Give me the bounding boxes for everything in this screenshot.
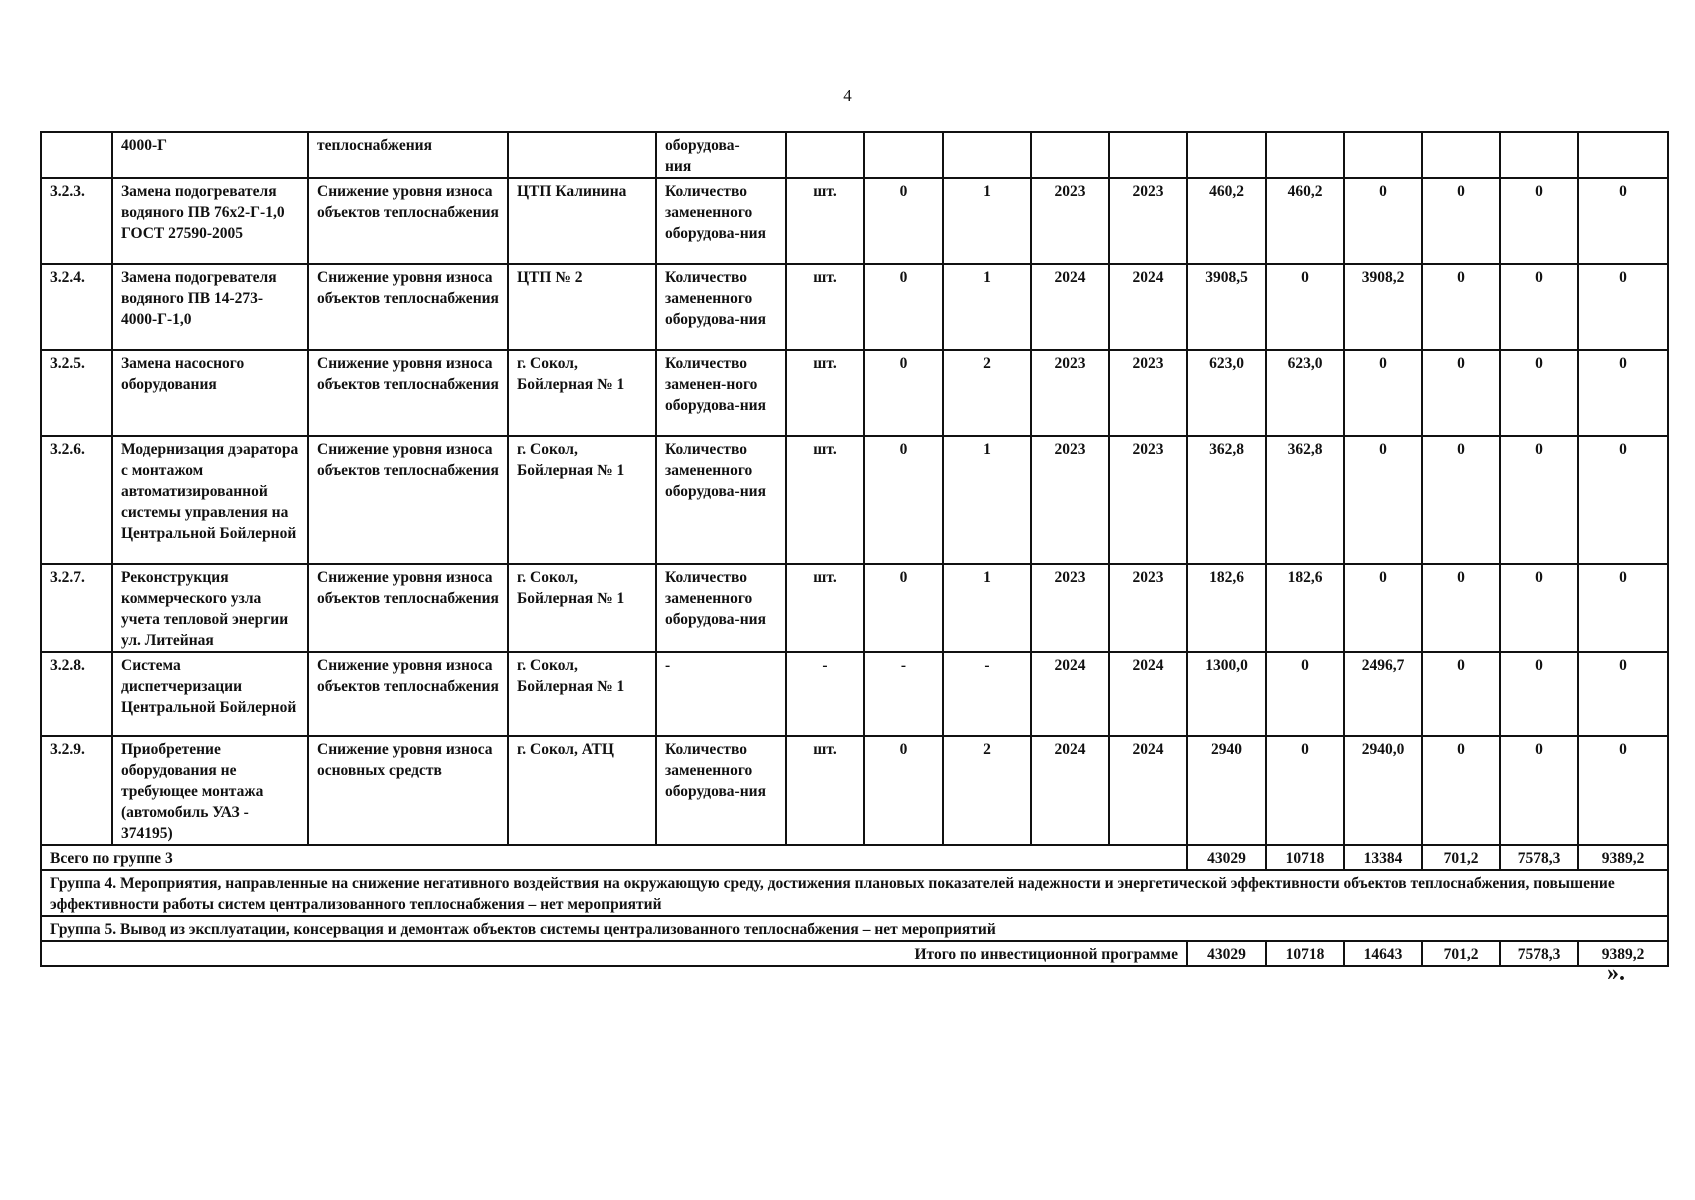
cell-name: Приобретение оборудования не требующее монтажа (автомобиль УАЗ - 374195) — [112, 736, 308, 845]
cell-name: Система диспетчеризации Центральной Бойлерной — [112, 652, 308, 736]
cell-f3: 0 — [1344, 350, 1422, 436]
group4-row — [41, 870, 1668, 916]
cell-num: 3.2.4. — [41, 264, 112, 350]
cell-goal: Снижение уровня износа объектов теплоснабжения — [308, 436, 508, 564]
cell-y2: 2024 — [1109, 264, 1187, 350]
cell-f4: 0 — [1422, 652, 1500, 736]
cell-goal: Снижение уровня износа основных средств — [308, 736, 508, 845]
cell-empty — [1109, 132, 1187, 178]
cell-f2: 362,8 — [1266, 436, 1344, 564]
cell-f1: 623,0 — [1187, 350, 1266, 436]
cell-f6: 0 — [1578, 736, 1668, 845]
cell-num: 3.2.3. — [41, 178, 112, 264]
cell-f4: 0 — [1422, 436, 1500, 564]
closing-mark: ». — [1607, 960, 1625, 986]
cell-f4: 0 — [1422, 736, 1500, 845]
cell-f1: 1300,0 — [1187, 652, 1266, 736]
table-row — [41, 178, 1668, 264]
cell-indicator: Количество замененного оборудова-ния — [656, 264, 786, 350]
cell-y2: 2024 — [1109, 736, 1187, 845]
cell-f5: 0 — [1500, 736, 1578, 845]
cell-f3: 0 — [1344, 178, 1422, 264]
cell-unit: шт. — [786, 178, 864, 264]
cell-y2: 2023 — [1109, 350, 1187, 436]
cell-goal: Снижение уровня износа объектов теплоснабжения — [308, 264, 508, 350]
cell-indicator: Количество замененного оборудова-ния — [656, 178, 786, 264]
cell-v1: 0 — [864, 264, 943, 350]
grand-total-value: 43029 — [1187, 941, 1266, 966]
cell-indicator: - — [656, 652, 786, 736]
cell-unit: шт. — [786, 264, 864, 350]
group5-text: Группа 5. Вывод из эксплуатации, консервация и демонтаж объектов системы централизованного теплоснабжения – нет мероприятий — [41, 916, 1668, 941]
cell-f2: 0 — [1266, 736, 1344, 845]
cell-indicator: Количество замененного оборудова-ния — [656, 564, 786, 652]
cell-unit: шт. — [786, 736, 864, 845]
group3-total-row — [41, 845, 1668, 870]
cell-y2: 2023 — [1109, 178, 1187, 264]
cell-empty — [1500, 132, 1578, 178]
cell-place: г. Сокол, Бойлерная № 1 — [508, 350, 656, 436]
cell-unit: шт. — [786, 436, 864, 564]
grand-total-value: 14643 — [1344, 941, 1422, 966]
cell-goal: теплоснабжения — [308, 132, 508, 178]
cell-indicator: Количество замененного оборудова-ния — [656, 736, 786, 845]
group3-total-value: 13384 — [1344, 845, 1422, 870]
group3-total-value: 10718 — [1266, 845, 1344, 870]
cell-empty — [1422, 132, 1500, 178]
cell-v1: 0 — [864, 564, 943, 652]
grand-total-label: Итого по инвестиционной программе — [41, 941, 1187, 966]
cell-goal: Снижение уровня износа объектов теплоснабжения — [308, 564, 508, 652]
cell-y1: 2024 — [1031, 652, 1109, 736]
cell-empty — [786, 132, 864, 178]
cell-f1: 182,6 — [1187, 564, 1266, 652]
cell-num: 3.2.8. — [41, 652, 112, 736]
cell-y1: 2023 — [1031, 436, 1109, 564]
grand-total-value: 7578,3 — [1500, 941, 1578, 966]
cell-f3: 2940,0 — [1344, 736, 1422, 845]
cell-f2: 182,6 — [1266, 564, 1344, 652]
group3-total-value: 43029 — [1187, 845, 1266, 870]
cell-f5: 0 — [1500, 264, 1578, 350]
cell-f6: 0 — [1578, 564, 1668, 652]
cell-name: 4000-Г — [112, 132, 308, 178]
cell-v1: - — [864, 652, 943, 736]
cell-num — [41, 132, 112, 178]
cell-f5: 0 — [1500, 350, 1578, 436]
cell-unit: шт. — [786, 564, 864, 652]
cell-f4: 0 — [1422, 264, 1500, 350]
cell-name: Реконструкция коммерческого узла учета тепловой энергии ул. Литейная — [112, 564, 308, 652]
investment-program-table — [40, 131, 1669, 967]
table-row-continued — [41, 132, 1668, 178]
cell-f1: 460,2 — [1187, 178, 1266, 264]
cell-place: г. Сокол, АТЦ — [508, 736, 656, 845]
cell-num: 3.2.5. — [41, 350, 112, 436]
cell-empty — [1578, 132, 1668, 178]
table-row — [41, 736, 1668, 845]
cell-f2: 0 — [1266, 264, 1344, 350]
cell-f4: 0 — [1422, 564, 1500, 652]
cell-place: г. Сокол, Бойлерная № 1 — [508, 652, 656, 736]
cell-y1: 2024 — [1031, 736, 1109, 845]
cell-f3: 3908,2 — [1344, 264, 1422, 350]
group3-total-value: 701,2 — [1422, 845, 1500, 870]
cell-num: 3.2.6. — [41, 436, 112, 564]
cell-v2: 1 — [943, 564, 1031, 652]
cell-empty — [1344, 132, 1422, 178]
cell-v2: 1 — [943, 264, 1031, 350]
cell-v1: 0 — [864, 350, 943, 436]
cell-v1: 0 — [864, 178, 943, 264]
cell-unit: - — [786, 652, 864, 736]
cell-num: 3.2.7. — [41, 564, 112, 652]
cell-place: ЦТП № 2 — [508, 264, 656, 350]
cell-f3: 0 — [1344, 564, 1422, 652]
cell-f6: 0 — [1578, 350, 1668, 436]
grand-total-value: 701,2 — [1422, 941, 1500, 966]
cell-goal: Снижение уровня износа объектов теплоснабжения — [308, 652, 508, 736]
table-row — [41, 652, 1668, 736]
cell-f2: 0 — [1266, 652, 1344, 736]
cell-f6: 0 — [1578, 178, 1668, 264]
group5-row — [41, 916, 1668, 941]
cell-place: ЦТП Калинина — [508, 178, 656, 264]
cell-empty — [864, 132, 943, 178]
cell-f5: 0 — [1500, 178, 1578, 264]
cell-name: Замена подогревателя водяного ПВ 14-273-4000-Г-1,0 — [112, 264, 308, 350]
cell-indicator: оборудова- ния — [656, 132, 786, 178]
cell-f1: 2940 — [1187, 736, 1266, 845]
cell-v2: 1 — [943, 436, 1031, 564]
cell-goal: Снижение уровня износа объектов теплоснабжения — [308, 350, 508, 436]
cell-name: Замена насосного оборудования — [112, 350, 308, 436]
cell-num: 3.2.9. — [41, 736, 112, 845]
grand-total-value: 10718 — [1266, 941, 1344, 966]
cell-f6: 0 — [1578, 436, 1668, 564]
cell-indicator: Количество заменен-ного оборудова-ния — [656, 350, 786, 436]
cell-f1: 362,8 — [1187, 436, 1266, 564]
cell-f4: 0 — [1422, 178, 1500, 264]
table-row — [41, 564, 1668, 652]
cell-empty — [1266, 132, 1344, 178]
cell-empty — [943, 132, 1031, 178]
page-number: 4 — [843, 86, 852, 105]
group3-total-label: Всего по группе 3 — [41, 845, 1187, 870]
cell-v2: 1 — [943, 178, 1031, 264]
cell-empty — [1031, 132, 1109, 178]
cell-place — [508, 132, 656, 178]
cell-f5: 0 — [1500, 436, 1578, 564]
cell-place: г. Сокол, Бойлерная № 1 — [508, 564, 656, 652]
cell-y2: 2023 — [1109, 564, 1187, 652]
cell-v1: 0 — [864, 736, 943, 845]
cell-f6: 0 — [1578, 264, 1668, 350]
cell-y1: 2024 — [1031, 264, 1109, 350]
cell-f4: 0 — [1422, 350, 1500, 436]
table-row — [41, 350, 1668, 436]
cell-name: Замена подогревателя водяного ПВ 76х2-Г-1,0 ГОСТ 27590-2005 — [112, 178, 308, 264]
group3-total-value: 9389,2 — [1578, 845, 1668, 870]
cell-f3: 2496,7 — [1344, 652, 1422, 736]
cell-y1: 2023 — [1031, 178, 1109, 264]
cell-y1: 2023 — [1031, 564, 1109, 652]
cell-f1: 3908,5 — [1187, 264, 1266, 350]
group4-text: Группа 4. Мероприятия, направленные на снижение негативного воздействия на окружающую среду, достижения плановых показателей надежности и энергетической эффективности объектов теплоснабжения, повышение эффективности работы систем централизованного теплоснабжения – нет мероприятий — [41, 870, 1668, 916]
cell-y1: 2023 — [1031, 350, 1109, 436]
group3-total-value: 7578,3 — [1500, 845, 1578, 870]
cell-unit: шт. — [786, 350, 864, 436]
cell-name: Модернизация дэаратора с монтажом автоматизированной системы управления на Центральной Бойлерной — [112, 436, 308, 564]
cell-v2: - — [943, 652, 1031, 736]
cell-place: г. Сокол, Бойлерная № 1 — [508, 436, 656, 564]
cell-f6: 0 — [1578, 652, 1668, 736]
cell-f5: 0 — [1500, 652, 1578, 736]
cell-f5: 0 — [1500, 564, 1578, 652]
grand-total-row — [41, 941, 1668, 966]
cell-v2: 2 — [943, 350, 1031, 436]
cell-indicator: Количество замененного оборудова-ния — [656, 436, 786, 564]
table-row — [41, 264, 1668, 350]
cell-y2: 2024 — [1109, 652, 1187, 736]
cell-v1: 0 — [864, 436, 943, 564]
grand-total-value: 9389,2 — [1578, 941, 1668, 966]
cell-empty — [1187, 132, 1266, 178]
cell-v2: 2 — [943, 736, 1031, 845]
cell-f2: 460,2 — [1266, 178, 1344, 264]
cell-f3: 0 — [1344, 436, 1422, 564]
cell-f2: 623,0 — [1266, 350, 1344, 436]
cell-goal: Снижение уровня износа объектов теплоснабжения — [308, 178, 508, 264]
table-row — [41, 436, 1668, 564]
cell-y2: 2023 — [1109, 436, 1187, 564]
